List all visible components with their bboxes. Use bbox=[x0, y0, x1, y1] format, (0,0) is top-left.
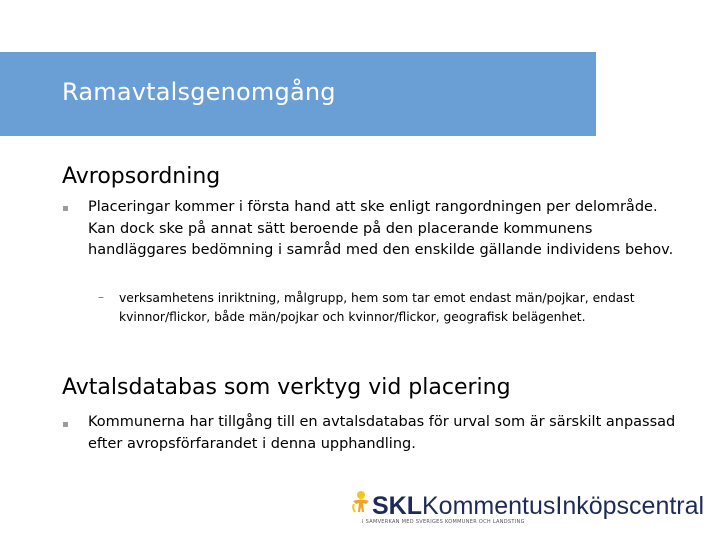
sub-bullet-text: verksamhetens inriktning, målgrupp, hem som tar emot endast män/pojkar, endast kvinnor/flickor, både män/pojkar och kvinnor/flickor, geografisk belägenhet. bbox=[119, 291, 635, 324]
bullet-marker: ▪ bbox=[62, 419, 69, 430]
slide-title: Ramavtalsgenomgång bbox=[62, 78, 336, 106]
logo-tagline: I SAMVERKAN MED SVERIGES KOMMUNER OCH LANDSTING bbox=[362, 519, 525, 525]
sub-bullet-marker: – bbox=[98, 290, 104, 304]
logo-figure-icon bbox=[350, 490, 372, 520]
section-heading-avtalsdatabas: Avtalsdatabas som verktyg vid placering bbox=[62, 375, 511, 400]
logo-wordmark: SKLKommentusInköpscentral bbox=[372, 492, 705, 520]
section-heading-avropsordning: Avropsordning bbox=[62, 164, 221, 189]
bullet-text-kommunerna: Kommunerna har tillgång till en avtalsdatabas för urval som är särskilt anpassad efter avropsförfarandet i denna upphandling. bbox=[88, 414, 676, 452]
skl-kommentus-logo bbox=[350, 490, 705, 530]
bullet-marker: ▪ bbox=[62, 203, 69, 214]
bullet-text-placeringar: Placeringar kommer i första hand att ske enligt rangordningen per delområde. Kan dock ske på annat sätt beroende på den placerande kommunens handläggares bedömning i samråd med den enskilde gällande individens behov. bbox=[88, 199, 674, 258]
